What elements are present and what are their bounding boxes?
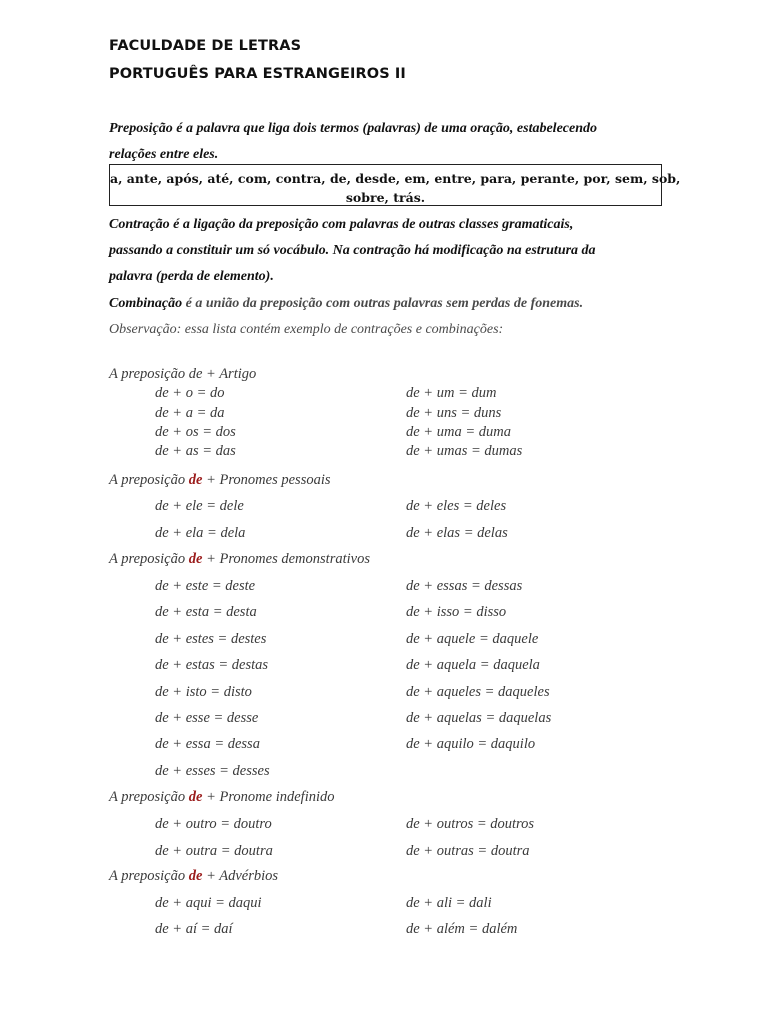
list-item: de + aquela = daquela	[406, 657, 540, 673]
list-item: de + estes = destes	[155, 631, 267, 647]
list-item: de + outras = doutra	[406, 843, 530, 859]
list-item: de + umas = dumas	[406, 443, 523, 459]
list-item: de + aqui = daqui	[155, 895, 262, 911]
combinacao-definition	[109, 296, 669, 312]
list-item: de + um = dum	[406, 385, 497, 401]
highlight-de: de	[188, 789, 203, 805]
preposicao-definition-line2: relações entre eles.	[109, 147, 219, 162]
list-item: de + outro = doutro	[155, 816, 272, 832]
list-item: de + esses = desses	[155, 763, 270, 779]
list-item: de + elas = delas	[406, 525, 508, 541]
list-item: de + as = das	[155, 443, 236, 459]
list-item: de + essa = dessa	[155, 736, 260, 752]
observacao-note: Observação: essa lista contém exemplo de contrações e combinações:	[109, 322, 504, 337]
list-item: de + uns = duns	[406, 405, 502, 421]
list-item: de + aquilo = daquilo	[406, 736, 536, 752]
preposition-list-line2: sobre, trás.	[345, 190, 426, 205]
list-item: de + isso = disso	[406, 604, 507, 620]
highlight-de: de	[188, 868, 203, 884]
list-item: de + outros = doutros	[406, 816, 535, 832]
section-title-demonstrativos: A preposição de + Pronomes demonstrativos	[109, 551, 370, 567]
list-item: de + ela = dela	[155, 525, 246, 541]
list-item: de + este = deste	[155, 578, 256, 594]
faculty-title: FACULDADE DE LETRAS	[109, 38, 302, 54]
highlight-de: de	[188, 472, 203, 488]
combinacao-term: Combinação	[109, 296, 183, 311]
preposition-list-box	[109, 164, 681, 206]
list-item: de + ali = dali	[406, 895, 492, 911]
section-title-pessoais: A preposição de + Pronomes pessoais	[109, 472, 331, 488]
contracao-definition-line3: palavra (perda de elemento).	[109, 269, 274, 284]
list-item: de + além = dalém	[406, 921, 518, 937]
list-item: de + aquelas = daquelas	[406, 710, 552, 726]
list-item: de + aqueles = daqueles	[406, 684, 550, 700]
contracao-definition-line2: passando a constituir um só vocábulo. Na contração há modificação na estrutura da	[109, 243, 596, 258]
section-title-indefinido: A preposição de + Pronome indefinido	[109, 789, 335, 805]
list-item: de + estas = destas	[155, 657, 269, 673]
list-item: de + essas = dessas	[406, 578, 523, 594]
list-item: de + os = dos	[155, 424, 236, 440]
combinacao-text: é a união da preposição com outras palavras sem perdas de fonemas.	[182, 296, 584, 311]
highlight-de: de	[188, 551, 203, 567]
course-title: PORTUGUÊS PARA ESTRANGEIROS II	[109, 66, 406, 82]
section-title-artigo: A preposição de + Artigo	[109, 366, 257, 382]
list-item: de + outra = doutra	[155, 843, 273, 859]
list-item: de + aí = daí	[155, 921, 233, 937]
list-item: de + eles = deles	[406, 498, 507, 514]
list-item: de + esta = desta	[155, 604, 257, 620]
contracao-definition-line1: Contração é a ligação da preposição com palavras de outras classes gramaticais,	[109, 217, 574, 232]
list-item: de + o = do	[155, 385, 225, 401]
preposicao-definition-line1: Preposição é a palavra que liga dois termos (palavras) de uma oração, estabelecendo	[109, 121, 597, 136]
list-item: de + aquele = daquele	[406, 631, 539, 647]
list-item: de + ele = dele	[155, 498, 244, 514]
list-item: de + esse = desse	[155, 710, 259, 726]
list-item: de + isto = disto	[155, 684, 252, 700]
preposition-list-line1: a, ante, após, até, com, contra, de, desde, em, entre, para, perante, por, sem, sob,	[110, 171, 681, 186]
list-item: de + uma = duma	[406, 424, 511, 440]
section-title-adverbios: A preposição de + Advérbios	[109, 868, 279, 884]
list-item: de + a = da	[155, 405, 225, 421]
